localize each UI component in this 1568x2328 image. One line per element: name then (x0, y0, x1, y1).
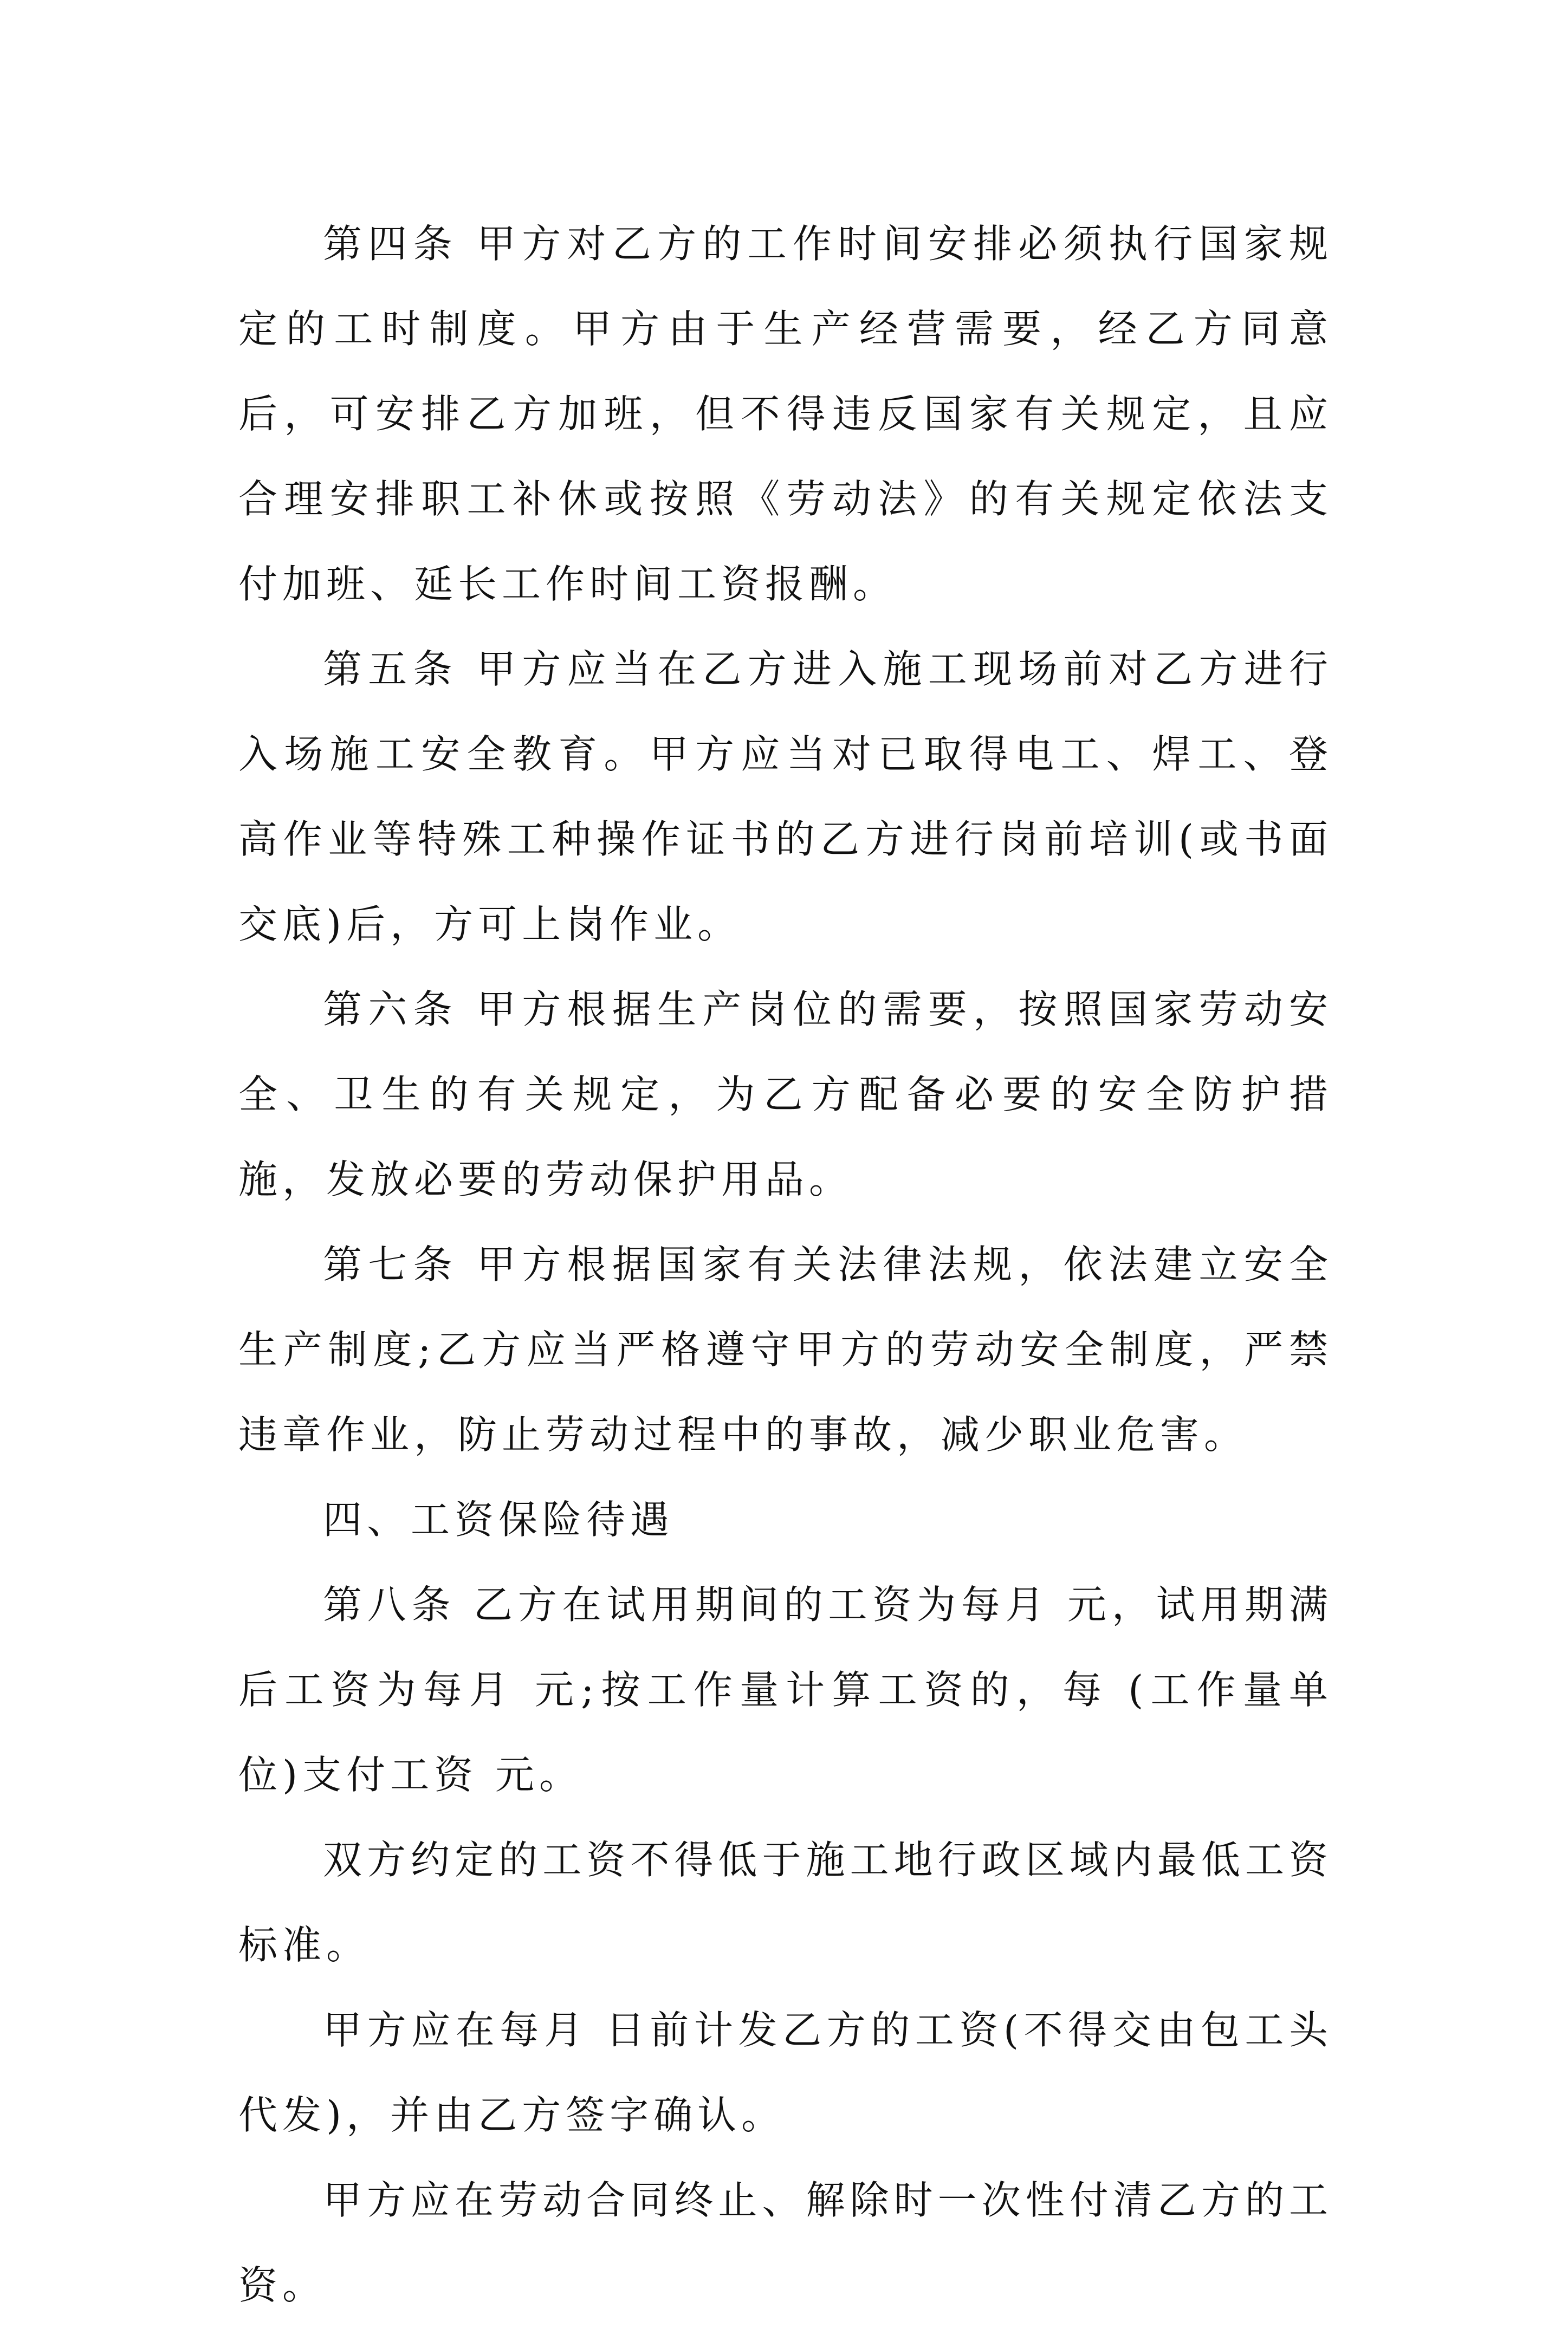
paragraph-final-settlement: 甲方应在劳动合同终止、解除时一次性付清乙方的工资。 (238, 2177, 1333, 2308)
document-body (238, 202, 1333, 2328)
section-heading-wages-insurance: 四、工资保险待遇 (323, 1497, 675, 1542)
paragraph-article-7: 第七条 甲方根据国家有关法律法规，依法建立安全生产制度;乙方应当严格遵守甲方的劳动安全制度，严禁违章作业，防止劳动过程中的事故，减少职业危害。 (238, 1242, 1333, 1457)
paragraph-pay-date: 甲方应在每月 日前计发乙方的工资(不得交由包工头代发)，并由乙方签字确认。 (238, 2007, 1333, 2138)
paragraph-article-6: 第六条 甲方根据生产岗位的需要，按照国家劳动安全、卫生的有关规定，为乙方配备必要的安全防护措施，发放必要的劳动保护用品。 (238, 987, 1333, 1202)
paragraph-article-8: 第八条 乙方在试用期间的工资为每月 元，试用期满后工资为每月 元;按工作量计算工资的，每 (工作量单位)支付工资 元。 (238, 1582, 1333, 1798)
paragraph-article-5: 第五条 甲方应当在乙方进入施工现场前对乙方进行入场施工安全教育。甲方应当对已取得电工、焊工、登高作业等特殊工种操作证书的乙方进行岗前培训(或书面交底)后，方可上岗作业。 (238, 646, 1333, 947)
paragraph-minimum-wage: 双方约定的工资不得低于施工地行政区域内最低工资标准。 (238, 1837, 1333, 1968)
paragraph-article-4: 第四条 甲方对乙方的工作时间安排必须执行国家规定的工时制度。甲方由于生产经营需要，经乙方同意后，可安排乙方加班，但不得违反国家有关规定，且应合理安排职工补休或按照《劳动法》的有关规定依法支付加班、延长工作时间工资报酬。 (238, 221, 1333, 607)
